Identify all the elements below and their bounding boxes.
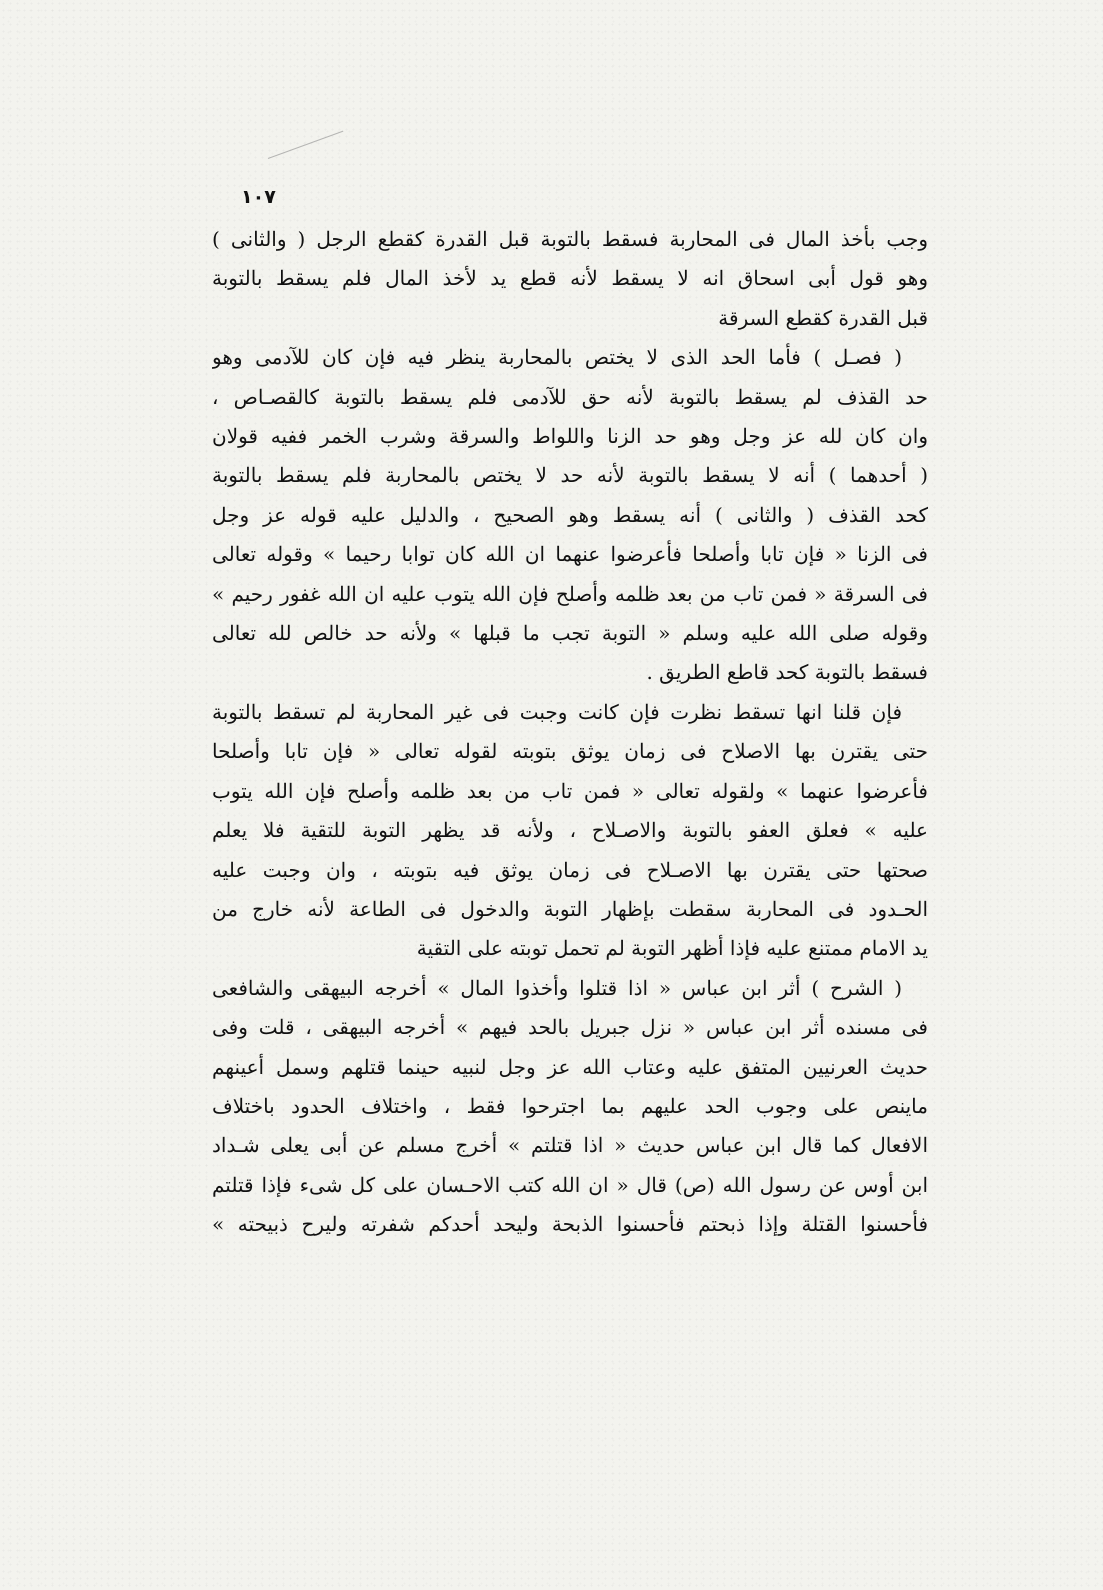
text-line: ماينص على وجوب الحد عليهم بما اجترحوا فقط ، واختلاف الحدود باختلاف (212, 1093, 928, 1118)
text-line: يد الامام ممتنع عليه فإذا أظهر التوبة لم تحمل توبته على التقية (416, 936, 928, 961)
body-text (212, 220, 928, 1245)
text-line: ( فصـل ) فأما الحد الذى لا يختص بالمحاربة ينظر فيه فإن كان للآدمى وهو (212, 345, 902, 370)
text-line: الافعال كما قال ابن عباس حديث « اذا قتلتم » أخرج مسلم عن أبى يعلى شـداد (212, 1133, 928, 1158)
text-line: فى السرقة « فمن تاب من بعد ظلمه وأصلح فإن الله يتوب عليه ان الله غفور رحيم » (212, 581, 928, 606)
scan-mark (268, 131, 344, 159)
text-line: فسقط بالتوبة كحد قاطع الطريق . (646, 660, 928, 685)
text-line: ( الشرح ) أثر ابن عباس « اذا قتلوا وأخذوا المال » أخرجه البيهقى والشافعى (212, 975, 902, 1000)
text-line: ابن أوس عن رسول الله (ص) قال « ان الله كتب الاحـسان على كل شىء فإذا قتلتم (212, 1172, 928, 1197)
text-line: كحد القذف ( والثانى ) أنه يسقط وهو الصحيح ، والدليل عليه قوله عز وجل (212, 502, 928, 527)
text-line: وان كان لله عز وجل وهو حد الزنا واللواط والسرقة وشرب الخمر ففيه قولان (212, 424, 928, 449)
text-line: فإن قلنا انها تسقط نظرت فإن كانت وجبت فى غير المحاربة لم تسقط بالتوبة (212, 699, 902, 724)
text-line: فأحسنوا القتلة وإذا ذبحتم فأحسنوا الذبحة وليحد أحدكم شفرته وليرح ذبيحته » (212, 1212, 928, 1237)
text-line: الحـدود فى المحاربة سقطت بإظهار التوبة والدخول فى الطاعة لأنه خارج من (212, 896, 928, 921)
text-line: فى الزنا « فإن تابا وأصلحا فأعرضوا عنهما ان الله كان توابا رحيما » وقوله تعالى (212, 542, 928, 567)
text-line: وقوله صلى الله عليه وسلم « التوبة تجب ما قبلها » ولأنه حد خالص لله تعالى (212, 621, 928, 646)
text-line: حديث العرنيين المتفق عليه وعتاب الله عز وجل لنبيه حينما قتلهم وسمل أعينهم (212, 1054, 928, 1079)
text-line: فأعرضوا عنهما » ولقوله تعالى « فمن تاب من بعد ظلمه وأصلح فإن الله يتوب (212, 778, 928, 803)
text-line: وهو قول أبى اسحاق انه لا يسقط لأنه قطع يد لأخذ المال فلم يسقط بالتوبة (212, 266, 928, 291)
text-line: ( أحدهما ) أنه لا يسقط بالتوبة لأنه حد لا يختص بالمحاربة فلم يسقط بالتوبة (212, 463, 928, 488)
text-line: حد القذف لم يسقط بالتوبة لأنه حق للآدمى فلم يسقط بالتوبة كالقصـاص ، (212, 384, 928, 409)
text-line: فى مسنده أثر ابن عباس « نزل جبريل بالحد فيهم » أخرجه البيهقى ، قلت وفى (212, 1015, 928, 1040)
text-line: قبل القدرة كقطع السرقة (718, 305, 928, 330)
text-line: عليه » فعلق العفو بالتوبة والاصـلاح ، ولأنه قد يظهر التوبة للتقية فلا يعلم (212, 818, 928, 843)
text-line: وجب بأخذ المال فى المحاربة فسقط بالتوبة قبل القدرة كقطع الرجل ( والثانى ) (212, 227, 928, 251)
text-line: حتى يقترن بها الاصلاح فى زمان يوثق بتوبته لقوله تعالى « فإن تابا وأصلحا (212, 739, 928, 764)
page-number: ١٠٧ (241, 186, 276, 208)
text-line: صحتها حتى يقترن بها الاصـلاح فى زمان يوثق فيه بتوبته ، وان وجبت عليه (212, 857, 928, 882)
